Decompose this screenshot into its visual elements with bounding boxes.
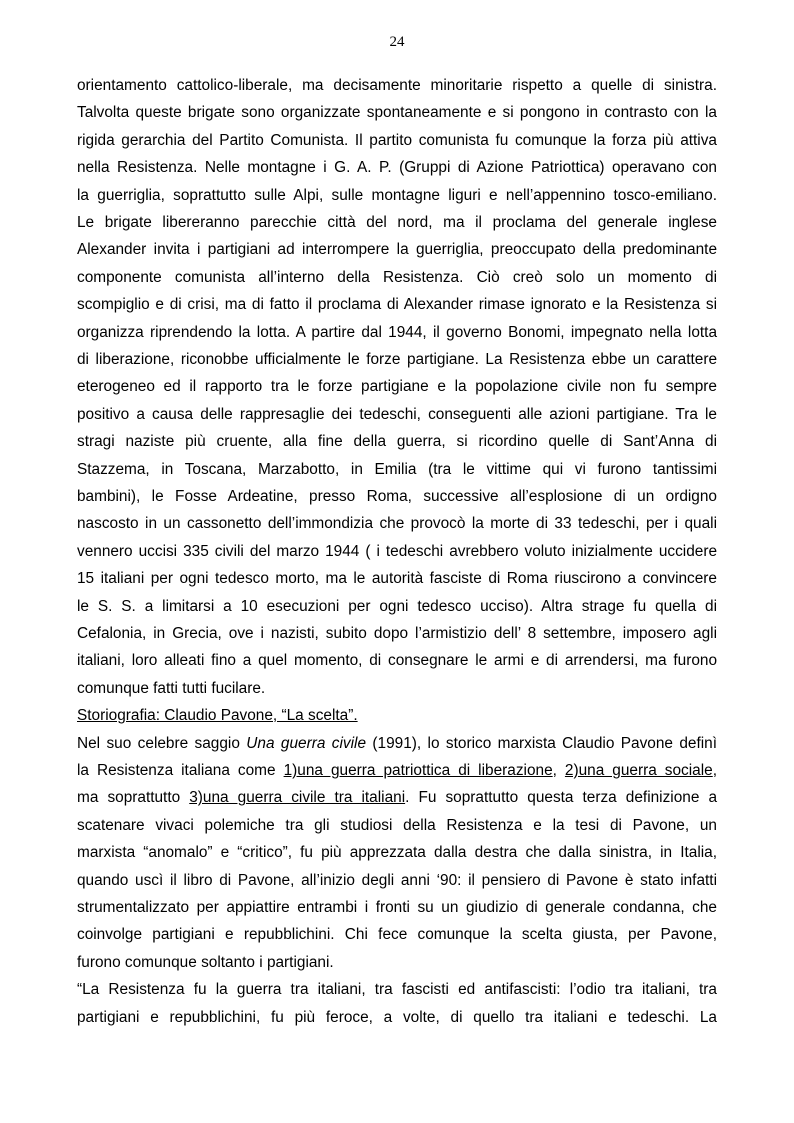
text-span: ma soprattutto [77,789,190,807]
text-line: di liberazione, riconobbe ufficialmente le forze partigiane. La Resistenza ebbe un carattere [77,351,717,368]
definition-1: 1)una guerra patriottica di liberazione [283,762,553,779]
text-line: italiani, loro alleati fino a quel momento, di consegnare le armi e di arrendersi, ma furono [77,652,717,670]
text-line: positivo a causa delle rappresaglie dei tedeschi, conseguenti alle azioni partigiane. Tra le [77,405,717,423]
text-line: le S. S. a limitarsi a 10 esecuzioni per ogni tedesco ucciso). Altra strage fu quella di [77,597,717,615]
text-line: vennero uccisi 335 civili del marzo 1944 ( i tedeschi avrebbero voluto inizialmente uccidere [77,542,717,560]
text-line: Cefalonia, in Grecia, ove i nazisti, subito dopo l’armistizio dell’ 8 settembre, imposero agli [77,625,717,642]
text-span: . Fu soprattutto questa terza definizione a [405,789,718,807]
book-title: Una guerra civile [246,734,367,752]
text-span: Nel suo celebre saggio [77,734,247,752]
text-line [77,784,717,811]
definition-2: 2)una guerra sociale [564,762,713,779]
text-line: Le brigate libereranno parecchie città del nord, ma il proclama del generale inglese [77,214,717,231]
text-line: strumentalizzato per appiattire entrambi i fronti su un giudizio di generale condanna, che [77,899,717,916]
text-line: partigiani e repubblichini, fu più feroce, a volte, di quello tra italiani e tedeschi. La [77,1008,717,1026]
text-span: (1991), lo storico marxista Claudio Pavone definì [366,734,718,752]
text-span: , [712,762,717,779]
text-line: furono comunque soltanto i partigiani. [77,953,334,971]
text-line: marxista “anomalo” e “critico”, fu più apprezzata dalla destra che dalla sinistra, in Italia, [77,844,717,862]
text-line: bambini), le Fosse Ardeatine, presso Roma, successive all’esplosione di un ordigno [77,488,717,505]
text-line: Alexander invita i partigiani ad interrompere la guerriglia, preoccupato della predominante [77,241,717,259]
text-line: la guerriglia, soprattutto sulle Alpi, sulle montagne liguri e nell’appennino tosco-emiliano. [77,186,717,204]
text-line: stragi naziste più cruente, alla fine della guerra, si ricordino quelle di Sant’Anna di [77,433,717,451]
text-line: eterogeneo ed il rapporto tra le forze partigiane e la popolazione civile non fu sempre [77,378,717,396]
text-line: scatenare vivaci polemiche tra gli studiosi della Resistenza e la tesi di Pavone, un [77,816,717,834]
text-line: organizza riprendendo la lotta. A partire dal 1944, il governo Bonomi, impegnato nella lotta [77,323,717,341]
text-line: coinvolge partigiani e repubblichini. Chi fece comunque la scelta giusta, per Pavone, [77,926,717,944]
text-span: la Resistenza italiana come [77,762,284,779]
section-heading [77,702,717,729]
definition-3: 3)una guerra civile tra italiani [189,789,406,807]
text-line: “La Resistenza fu la guerra tra italiani, tra fascisti ed antifascisti: l’odio tra italiani, tra [77,981,717,999]
text-line: comunque fatti tutti fucilare. [77,679,266,697]
text-line: componente comunista all’interno della Resistenza. Ciò creò solo un momento di [77,268,717,286]
text-line [77,757,717,784]
text-line: Stazzema, in Toscana, Marzabotto, in Emilia (tra le vittime qui vi furono tantissimi [77,460,717,478]
text-line: rigida gerarchia del Partito Comunista. Il partito comunista fu comunque la forza più attiva [77,131,717,149]
text-line: nascosto in un cassonetto dell’immondizia che provocò la morte di 33 tedeschi, per i quali [77,515,717,533]
text-span: , [552,762,565,779]
text-line: nella Resistenza. Nelle montagne i G. A. P. (Gruppi di Azione Patriottica) operavano con [77,159,717,177]
page-number: 24 [389,34,405,50]
text-line: orientamento cattolico-liberale, ma decisamente minoritarie rispetto a quelle di sinistra. [77,77,717,94]
text-line: scompiglio e di crisi, ma di fatto il proclama di Alexander rimase ignorato e la Resistenza si [77,296,717,314]
text-line: quando uscì il libro di Pavone, all’inizio degli anni ‘90: il pensiero di Pavone è stato infatti [77,871,717,889]
text-line: 15 italiani per ogni tedesco morto, ma le autorità fasciste di Roma riuscirono a convincere [77,570,717,588]
text-line: Talvolta queste brigate sono organizzate spontaneamente e si pongono in contrasto con la [77,104,717,122]
section-heading-text: Storiografia: Claudio Pavone, “La scelta”. [77,707,358,725]
text-line [77,730,717,757]
